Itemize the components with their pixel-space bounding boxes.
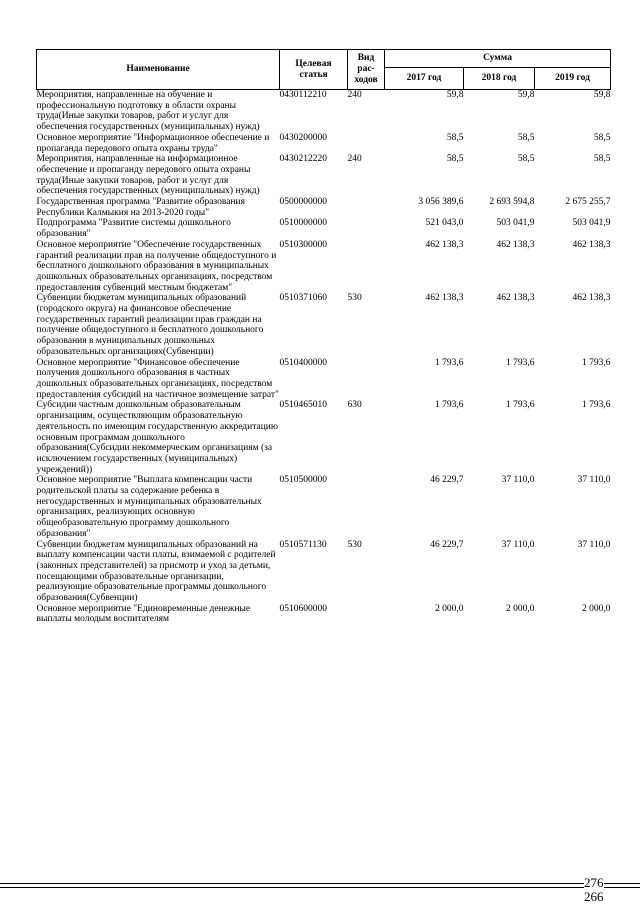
cell-y2018: 1 793,6 <box>506 400 535 411</box>
cell-y2017: 46 229,7 <box>430 539 464 550</box>
cell-y2017: 462 138,3 <box>425 239 464 250</box>
cell-y2018: 58,5 <box>517 154 535 165</box>
cell-code: 0430112210 <box>279 90 327 100</box>
table-body <box>37 90 611 626</box>
cell-code: 0510300000 <box>279 239 327 250</box>
budget-table <box>36 49 611 625</box>
cell-name: Субвенции бюджетам муниципальных образований на выплату компенсации части платы, взимаемой с родителей (законных представителей) за присмотр и уход за детьми, посещающими образовательные организации, реализующие образовательные программы дошкольного образования(Субвенции) <box>36 539 276 604</box>
header-year-2019: 2019 год <box>535 68 611 90</box>
table-row <box>37 240 611 294</box>
cell-code: 0510571130 <box>279 539 327 550</box>
cell-code: 0510000000 <box>279 218 327 229</box>
cell-name: Основное мероприятие "Выплата компенсации части родительской платы за содержание ребенка в негосударственных и муниципальных образовательных организациях, реализующих основную общеобразовательную программу дошкольного образования" <box>36 475 262 539</box>
header-sum: Сумма <box>385 50 611 68</box>
table-row <box>37 540 611 604</box>
table-row <box>37 218 611 239</box>
cell-y2019: 58,5 <box>593 132 611 143</box>
cell-y2017: 521 043,0 <box>425 218 464 229</box>
header-expense-type: Вид рас-ходов <box>348 50 385 90</box>
cell-y2019: 1 793,6 <box>582 357 611 368</box>
cell-name: Государственная программа "Развитие образования Республики Калмыкия на 2013-2020 годы" <box>36 197 245 218</box>
cell-y2017: 1 793,6 <box>435 357 464 368</box>
cell-y2019: 462 138,3 <box>572 293 611 304</box>
footer-rule <box>0 887 640 888</box>
cell-y2017: 46 229,7 <box>430 475 464 486</box>
table-row <box>37 358 611 401</box>
cell-y2017: 2 000,0 <box>435 603 464 614</box>
cell-y2018: 37 110,0 <box>501 475 535 486</box>
cell-type <box>348 133 385 154</box>
cell-code: 0430212220 <box>279 154 327 165</box>
cell-y2017: 58,5 <box>446 132 464 143</box>
cell-code: 0510400000 <box>279 357 327 368</box>
cell-y2017: 58,5 <box>446 154 464 165</box>
cell-y2018: 2 000,0 <box>506 603 535 614</box>
table-row <box>37 293 611 357</box>
cell-y2019: 59,8 <box>593 90 611 100</box>
table-row <box>37 475 611 539</box>
cell-name: Мероприятия, направленные на информационное обеспечение и пропаганду передового опыта охраны труда(Иные закупки товаров, работ и услуг для обеспечения государственных (муниципальных) нужд) <box>36 154 260 197</box>
cell-y2018: 503 041,9 <box>496 218 535 229</box>
cell-y2019: 1 793,6 <box>582 400 611 411</box>
cell-name: Мероприятия, направленные на обучение и профессиональную подготовку в области охраны труда(Иные закупки товаров, работ и услуг для обеспечения государственных (муниципальных) нужд) <box>36 90 260 133</box>
cell-code: 0500000000 <box>279 197 327 208</box>
cell-y2017: 1 793,6 <box>435 400 464 411</box>
cell-name: Субвенции бюджетам муниципальных образований (городского округа) на финансовое обеспечение государственных гарантий реализации прав граждан на получение общедоступного и бесплатного дошкольного образования в муниципальных дошкольных образовательных организациях(Субвенции) <box>36 293 264 357</box>
cell-y2018: 2 693 594,8 <box>489 197 535 208</box>
cell-type: 240 <box>347 90 362 100</box>
table-row <box>37 154 611 197</box>
cell-y2017: 3 056 389,6 <box>418 197 464 208</box>
cell-code: 0430200000 <box>279 132 327 143</box>
cell-type <box>348 218 385 239</box>
table-row <box>37 604 611 625</box>
cell-type: 530 <box>347 293 362 304</box>
cell-y2018: 462 138,3 <box>496 293 535 304</box>
cell-y2018: 1 793,6 <box>506 357 535 368</box>
cell-y2019: 462 138,3 <box>572 239 611 250</box>
header-year-2017: 2017 год <box>385 68 464 90</box>
cell-name: Основное мероприятие "Финансовое обеспечение получения дошкольного образования в частных дошкольных образовательных организациях, посредством предоставления субсидий на частичное возмещение затрат" <box>36 357 279 400</box>
cell-code: 0510465010 <box>279 400 327 411</box>
cell-type <box>348 197 385 218</box>
cell-type: 630 <box>347 400 362 411</box>
cell-y2018: 462 138,3 <box>496 239 535 250</box>
cell-type <box>348 240 385 294</box>
cell-y2019: 2 000,0 <box>582 603 611 614</box>
cell-name: Основное мероприятие "Обеспечение государственных гарантий реализации прав на получение общедоступного и бесплатного дошкольного образования в муниципальных дошкольных образовательных организациях, посредством предоставления субвенций местным бюджетам" <box>36 239 277 293</box>
cell-name: Основное мероприятие "Информационное обеспечение и пропаганда передового опыта охраны труда" <box>36 132 270 154</box>
cell-y2018: 37 110,0 <box>501 539 535 550</box>
cell-code: 0510500000 <box>279 475 327 486</box>
footer-rule <box>0 883 640 884</box>
cell-code: 0510371060 <box>279 293 327 304</box>
page-number-secondary: 266 <box>584 889 604 904</box>
cell-y2017: 59,8 <box>446 90 464 100</box>
cell-type: 530 <box>347 539 362 550</box>
header-year-2018: 2018 год <box>464 68 535 90</box>
table-row <box>37 90 611 133</box>
cell-code: 0510600000 <box>279 603 327 614</box>
page-number: 276 <box>584 875 604 890</box>
cell-y2017: 462 138,3 <box>425 293 464 304</box>
cell-name: Подпрограмма "Развитие системы дошкольного образования" <box>36 218 231 240</box>
cell-y2019: 37 110,0 <box>577 539 611 550</box>
cell-y2018: 59,8 <box>517 90 535 100</box>
cell-type <box>348 475 385 539</box>
cell-name: Субсидии частным дошкольным образовательным организациям, осуществляющим образовательную деятельность по имеющим государственную аккредитацию основным программам дошкольного образования(Субсидии некоммерческим организациям (за исключением государственных (муниципальных) учреждений)) <box>36 400 278 475</box>
header-name: Наименование <box>37 50 280 90</box>
table-row <box>37 133 611 154</box>
cell-name: Основное мероприятие "Единовременные денежные выплаты молодым воспитателям <box>36 603 251 625</box>
cell-y2019: 37 110,0 <box>577 475 611 486</box>
cell-y2019: 2 675 255,7 <box>565 197 611 208</box>
cell-y2019: 503 041,9 <box>572 218 611 229</box>
header-target-article: Целевая статья <box>280 50 348 90</box>
cell-type <box>348 358 385 401</box>
cell-type <box>348 604 385 625</box>
cell-y2019: 58,5 <box>593 154 611 165</box>
table-row <box>37 197 611 218</box>
table-row <box>37 400 611 475</box>
cell-y2018: 58,5 <box>517 132 535 143</box>
cell-type: 240 <box>347 154 362 165</box>
